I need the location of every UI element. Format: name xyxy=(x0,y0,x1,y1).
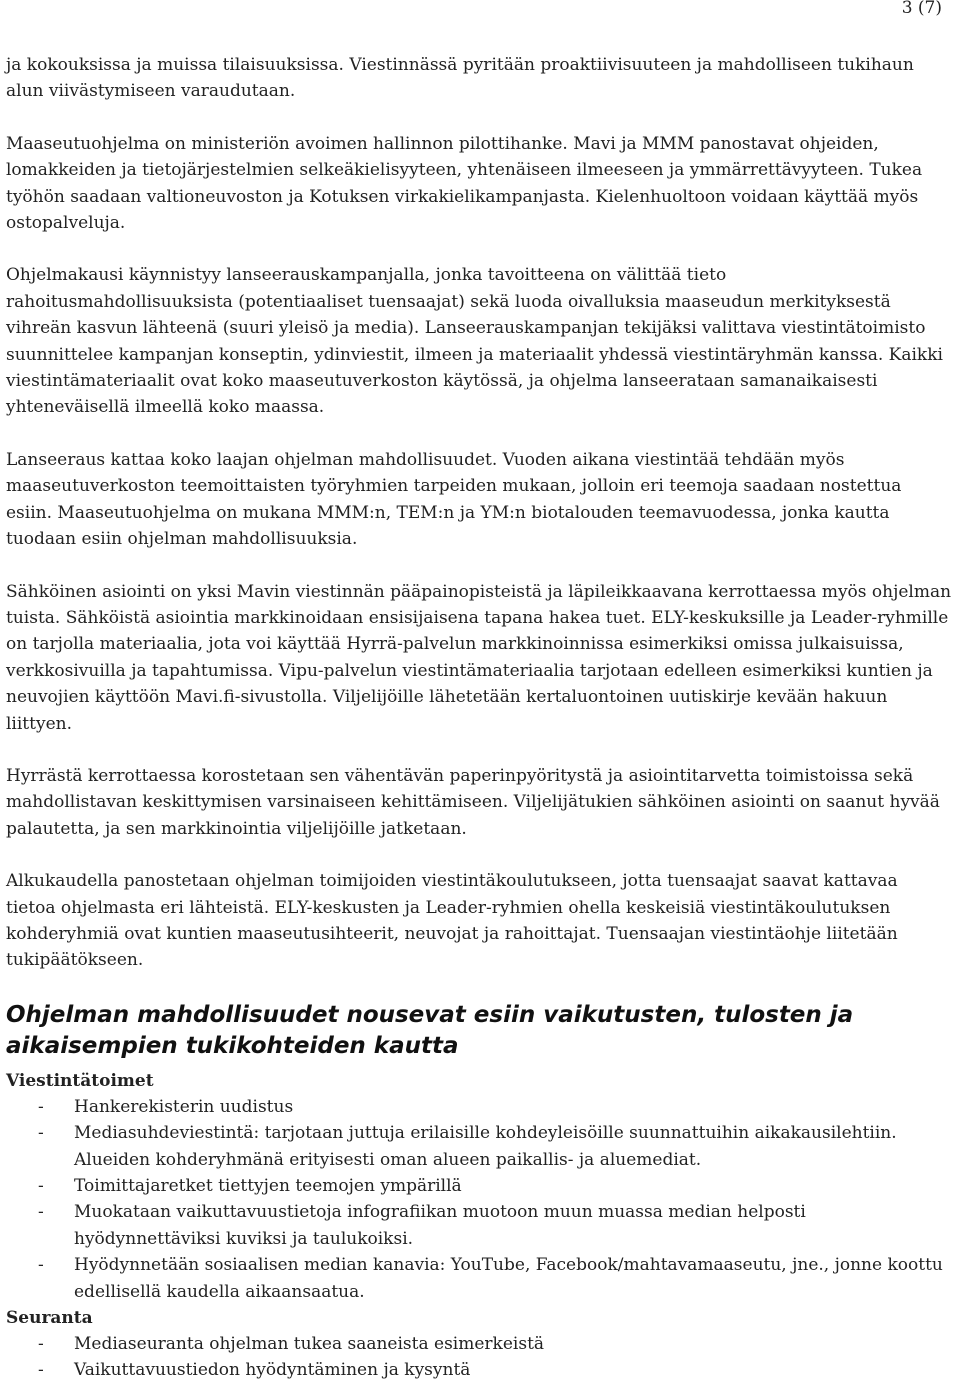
section-heading: Ohjelman mahdollisuudet nousevat esiin vaikutusten, tulosten ja aikaisempien tukikohteiden kautta xyxy=(6,1001,854,1059)
paragraph: Maaseutuohjelma on ministeriön avoimen hallinnon pilottihanke. Mavi ja MMM panostavat ohjeiden, lomakkeiden ja tietojärjestelmien selkeäkielisyyteen, yhtenäiseen ilmeeseen ja ymmärrettävyyteen. Tukea työhön saadaan valtioneuvoston ja Kotuksen virkakielikampanjasta. Kielenhuoltoon voidaan käyttää myös ostopalveluja. xyxy=(6,133,923,234)
list-item: - Mediasuhdeviestintä: tarjotaan juttuja erilaisille kohdeyleisöille suunnattuihin aikakausilehtiin. Alueiden kohderyhmänä erityisesti oman alueen paikallis- ja aluemediat. xyxy=(6,1120,952,1173)
action-list xyxy=(6,1094,952,1305)
list-item: - Vaikuttavuustiedon hyödyntäminen ja kysyntä xyxy=(6,1357,952,1383)
list-item: - Hankerekisterin uudistus xyxy=(6,1094,952,1120)
paragraph: Hyrrästä kerrottaessa korostetaan sen vähentävän paperinpyöritystä ja asiointitarvetta toimistoissa sekä mahdollistavan keskittymisen varsinaiseen kehittämiseen. Viljelijätukien sähköinen asiointi on saanut hyvää palautetta, ja sen markkinointia viljelijöille jatketaan. xyxy=(6,765,940,839)
list-item: - Muokataan vaikuttavuustietoja infografiikan muotoon muun muassa median helposti hyödynnettäviksi kuviksi ja taulukoiksi. xyxy=(6,1199,952,1252)
dash-bullet: - xyxy=(38,1123,44,1144)
paragraph: Sähköinen asiointi on yksi Mavin viestinnän pääpainopisteistä ja läpileikkaavana kerrottaessa myös ohjelman tuista. Sähköistä asiointia markkinoidaan ensisijaisena tapana hakea tuet. ELY-keskuksille ja Leader-ryhmille on tarjolla materiaalia, jota voi käyttää Hyrrä-palvelun markkinoinnissa esimerkiksi omissa julkaisuissa, verkkosivuilla ja tapahtumissa. Vipu-palvelun viestintämateriaalia tarjotaan edelleen esimerkiksi kuntien ja neuvojien käyttöön Mavi.fi-sivustolla. Viljelijöille lähetetään kertaluontoinen uutiskirje kevään hakuun liittyen. xyxy=(6,581,952,734)
subheading-seuranta: Seuranta xyxy=(6,1308,93,1329)
paragraph: Lanseeraus kattaa koko laajan ohjelman mahdollisuudet. Vuoden aikana viestintää tehdään myös maaseutuverkoston teemoittaisten työryhmien tarpeiden mukaan, jolloin eri teemoja saadaan nostettua esiin. Maaseutuohjelma on mukana MMM:n, TEM:n ja YM:n biotalouden teemavuodessa, jonka kautta tuodaan esiin ohjelman mahdollisuuksia. xyxy=(6,449,902,550)
list-item: - Mediaseuranta ohjelman tukea saaneista esimerkeistä xyxy=(6,1331,952,1357)
dash-bullet: - xyxy=(38,1096,44,1117)
dash-bullet: - xyxy=(38,1176,44,1196)
list-item: - Hyödynnetään sosiaalisen median kanavia: YouTube, Facebook/mahtavamaaseutu, jne., jonne koottu edellisellä kaudella aikaansaatua. xyxy=(6,1252,952,1305)
list-item: - Toimittajaretket tiettyjen teemojen ympärillä xyxy=(6,1173,952,1199)
dash-bullet: - xyxy=(38,1255,44,1276)
document-body xyxy=(6,52,952,1384)
paragraph: Alkukaudella panostetaan ohjelman toimijoiden viestintäkoulutukseen, jotta tuensaajat saavat kattavaa tietoa ohjelmasta eri lähteistä. ELY-keskusten ja Leader-ryhmien ohella keskeisiä viestintäkoulutuksen kohderyhmiä ovat kuntien maaseutusihteerit, neuvojat ja rahoittajat. Tuensaajan viestintäohje liitetään tukipäätökseen. xyxy=(6,871,898,971)
subheading-viestintatoimet: Viestintätoimet xyxy=(6,1070,154,1091)
monitoring-list xyxy=(6,1331,952,1384)
paragraph: Ohjelmakausi käynnistyy lanseerauskampanjalla, jonka tavoitteena on välittää tieto rahoitusmahdollisuuksista (potentiaaliset tuensaajat) sekä luoda oivalluksia maaseudun merkityksestä vihreän kasvun lähteenä (suuri yleisö ja media). Lanseerauskampanjan tekijäksi valittava viestintätoimisto suunnittelee kampanjan konseptin, ydinviestit, ilmeen ja materiaalit yhdessä viestintäryhmän kanssa. Kaikki viestintämateriaalit ovat koko maaseutuverkoston käytössä, ja ohjelma lanseerataan samanaikaisesti yhteneväisellä ilmeellä koko maassa. xyxy=(6,265,943,418)
dash-bullet: - xyxy=(38,1360,44,1381)
dash-bullet: - xyxy=(38,1202,44,1223)
page-number: 3 (7) xyxy=(901,0,942,18)
paragraph: ja kokouksissa ja muissa tilaisuuksissa. Viestinnässä pyritään proaktiivisuuteen ja mahdolliseen tukihaun alun viivästymiseen varaudutaan. xyxy=(6,55,914,102)
dash-bullet: - xyxy=(38,1334,44,1355)
